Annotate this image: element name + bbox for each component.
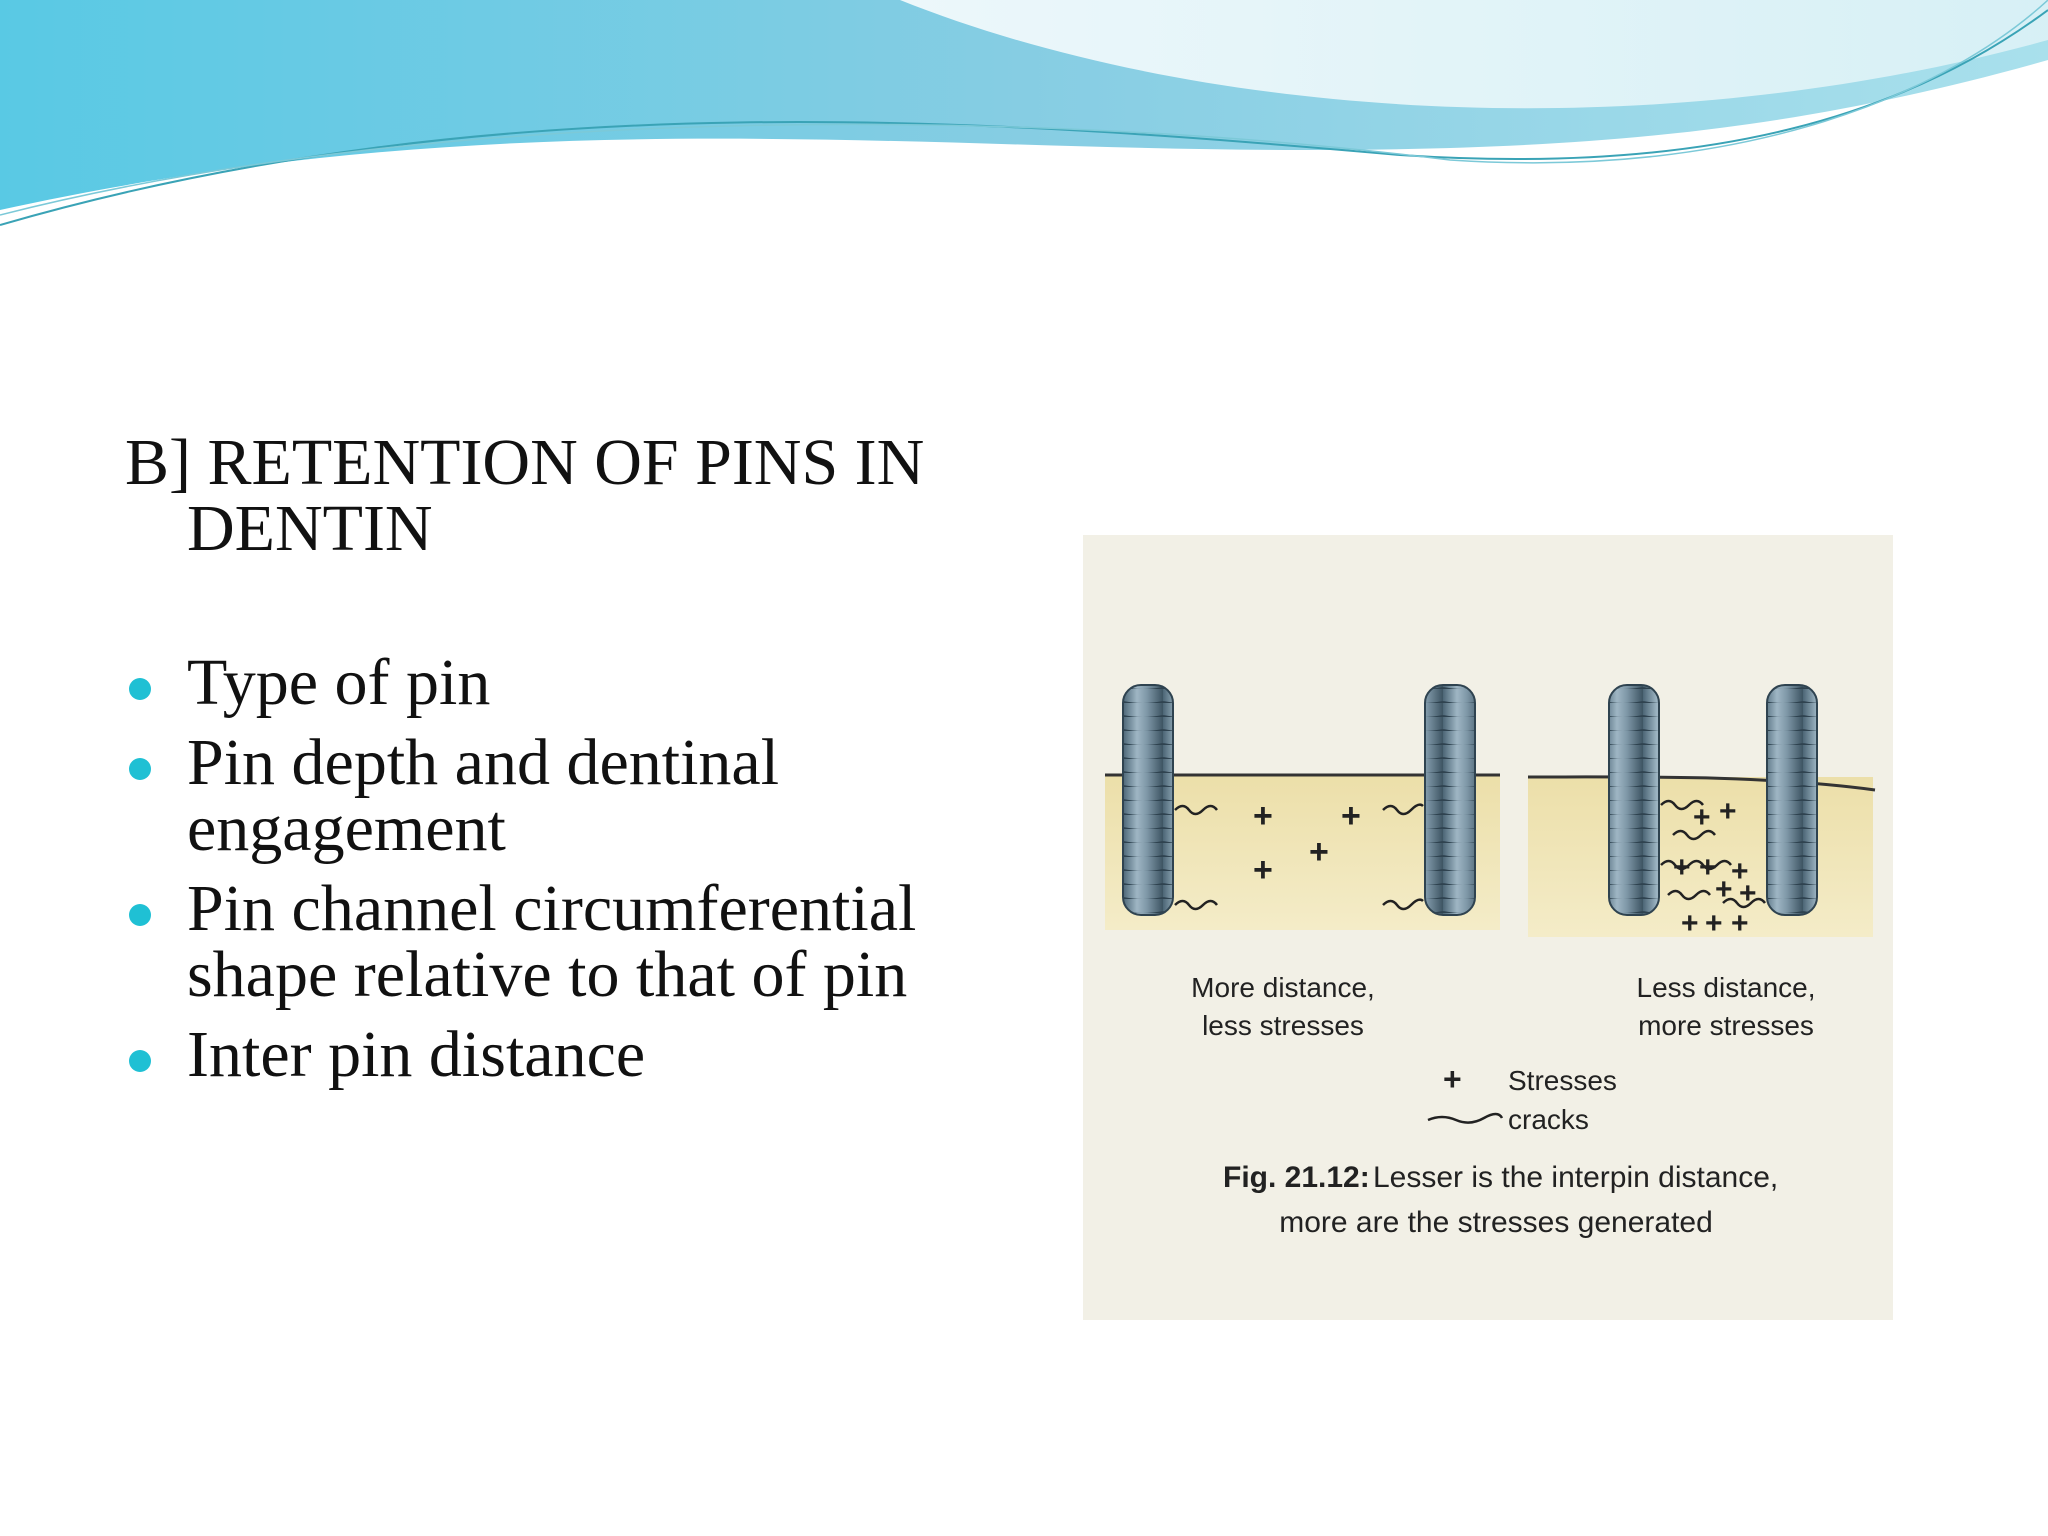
- caption-line2: more are the stresses generated: [1279, 1206, 1713, 1239]
- svg-text:+: +: [1253, 851, 1273, 889]
- bullet-text: Pin channel circumferential shape relative to that of pin: [187, 872, 917, 1011]
- caption-line1: Lesser is the interpin distance,: [1373, 1161, 1779, 1194]
- pin-right-1: [1609, 685, 1659, 915]
- left-label-line1: More distance,: [1191, 972, 1375, 1003]
- interpin-distance-figure: [1083, 535, 1893, 1320]
- svg-text:+: +: [1309, 833, 1329, 871]
- left-label-line2: less stresses: [1202, 1010, 1364, 1041]
- bullet-dot-icon: [129, 758, 151, 780]
- bullet-dot-icon: [129, 678, 151, 700]
- bullet-item: [125, 872, 945, 1011]
- svg-text:+: +: [1715, 873, 1733, 906]
- svg-text:+: +: [1341, 797, 1361, 835]
- bullet-dot-icon: [129, 1050, 151, 1072]
- svg-text:+: +: [1739, 877, 1757, 910]
- bullet-item: [125, 1018, 945, 1091]
- svg-text:+: +: [1731, 907, 1749, 940]
- svg-text:+: +: [1719, 795, 1737, 828]
- legend-cracks-label: cracks: [1508, 1104, 1589, 1135]
- bullet-item: [125, 726, 945, 865]
- legend-stress-label: Stresses: [1508, 1065, 1617, 1096]
- slide-title: B] RETENTION OF PINS IN DENTIN: [125, 426, 925, 565]
- pin-right-2: [1767, 685, 1817, 915]
- svg-text:+: +: [1731, 855, 1749, 888]
- bullet-dot-icon: [129, 904, 151, 926]
- bullet-text: Pin depth and dentinal engagement: [187, 726, 780, 865]
- svg-text:+: +: [1693, 801, 1711, 834]
- svg-text:+: +: [1699, 851, 1717, 884]
- right-label-line1: Less distance,: [1636, 972, 1816, 1003]
- header-wave-decoration: [0, 0, 2048, 240]
- svg-text:+: +: [1253, 797, 1273, 835]
- right-label-line2: more stresses: [1638, 1010, 1814, 1041]
- bullet-text: Inter pin distance: [187, 1018, 646, 1091]
- svg-text:+: +: [1681, 907, 1699, 940]
- legend-stress-symbol: +: [1443, 1061, 1462, 1097]
- pin-left-2: [1425, 685, 1475, 915]
- pin-left-1: [1123, 685, 1173, 915]
- svg-text:+: +: [1673, 851, 1691, 884]
- bullet-item: [125, 646, 945, 719]
- bullet-list: [125, 646, 945, 1102]
- bullet-text: Type of pin: [187, 646, 491, 719]
- svg-text:+: +: [1705, 907, 1723, 940]
- caption-figure-number: Fig. 21.12:: [1223, 1161, 1370, 1194]
